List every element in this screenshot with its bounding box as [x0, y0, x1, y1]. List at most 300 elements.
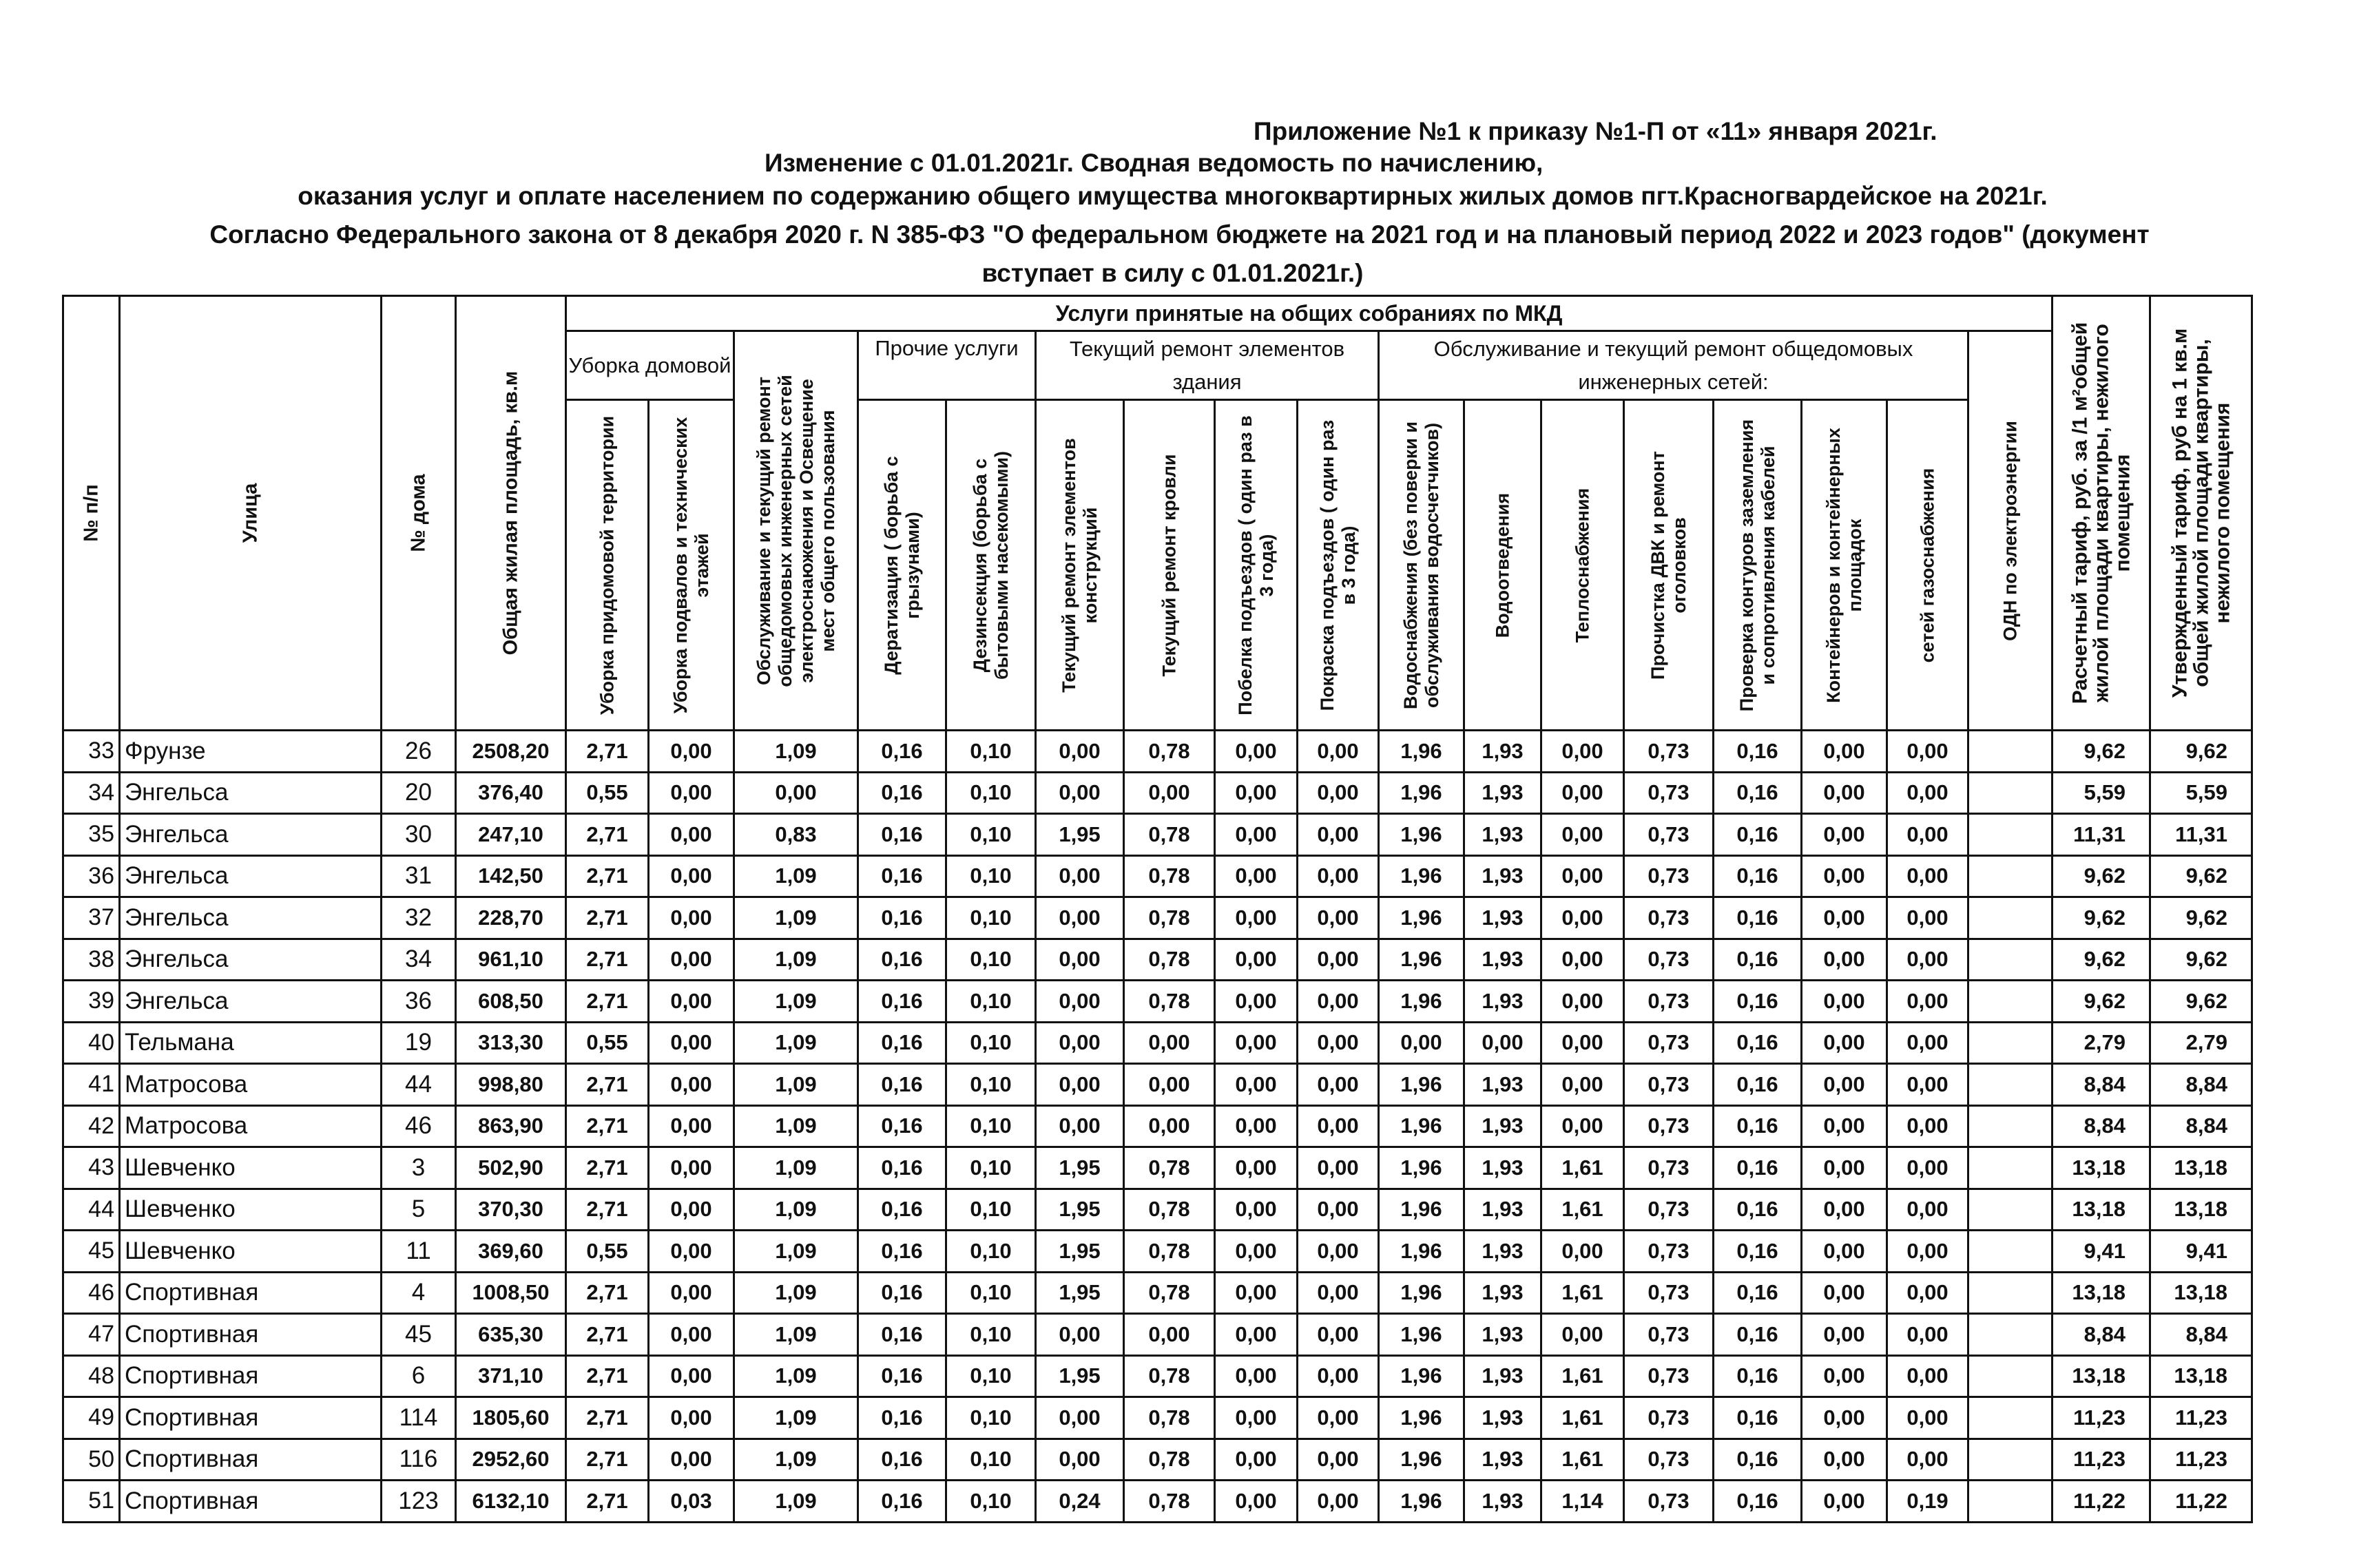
cell-drainage: 1,93	[1464, 1189, 1541, 1231]
header-line-annex: Приложение №1 к приказу №1-П от «11» января 2021г.	[1254, 117, 1937, 145]
cell-odn	[1968, 1355, 2053, 1397]
cell-disinsection: 0,10	[946, 1022, 1036, 1064]
cell-territory: 2,71	[566, 1189, 649, 1231]
cell-chimney: 0,73	[1624, 772, 1714, 814]
cell-water: 1,96	[1379, 939, 1464, 981]
cell-territory: 2,71	[566, 1355, 649, 1397]
cell-house: 30	[382, 814, 456, 856]
cell-street: Шевченко	[120, 1189, 382, 1231]
cell-num: 35	[63, 814, 120, 856]
cell-water: 1,96	[1379, 1355, 1464, 1397]
table-row	[63, 1189, 2252, 1231]
cell-deratization: 0,16	[858, 1022, 946, 1064]
cell-num: 50	[63, 1439, 120, 1481]
cell-disinsection: 0,10	[946, 855, 1036, 897]
cell-deratization: 0,16	[858, 1314, 946, 1356]
col-header-approved-tariff: Утвержденный тариф, руб на 1 кв.м общей жилой площади квартиры, нежилого помещения	[2150, 296, 2252, 731]
table-row	[63, 1397, 2252, 1439]
cell-street: Энгельса	[120, 981, 382, 1023]
cell-structures: 0,24	[1036, 1481, 1124, 1523]
cell-roof: 0,00	[1124, 1064, 1215, 1106]
cell-area: 863,90	[456, 1105, 566, 1147]
cell-chimney: 0,73	[1624, 1439, 1714, 1481]
cell-grounding: 0,16	[1714, 981, 1802, 1023]
cell-containers: 0,00	[1802, 731, 1887, 773]
cell-disinsection: 0,10	[946, 1439, 1036, 1481]
cell-basement: 0,00	[649, 1355, 734, 1397]
col-header-painting: Покраска подъездов ( один раз в 3 года)	[1298, 400, 1379, 731]
cell-structures: 0,00	[1036, 1105, 1124, 1147]
cell-disinsection: 0,10	[946, 1189, 1036, 1231]
cell-territory: 2,71	[566, 1397, 649, 1439]
cell-painting: 0,00	[1298, 1189, 1379, 1231]
col-header-gas: сетей газоснабжения	[1887, 400, 1968, 731]
cell-area: 1805,60	[456, 1397, 566, 1439]
cell-calc-tariff: 11,23	[2053, 1439, 2150, 1481]
cell-electric: 1,09	[734, 1439, 858, 1481]
cell-disinsection: 0,10	[946, 731, 1036, 773]
cell-heating: 0,00	[1541, 981, 1624, 1023]
cell-whitewash: 0,00	[1215, 1481, 1298, 1523]
cell-heating: 0,00	[1541, 1105, 1624, 1147]
cell-basement: 0,00	[649, 981, 734, 1023]
cell-territory: 2,71	[566, 939, 649, 981]
cell-calc-tariff: 8,84	[2053, 1064, 2150, 1106]
cell-electric: 1,09	[734, 1481, 858, 1523]
cell-street: Спортивная	[120, 1481, 382, 1523]
table-row	[63, 814, 2252, 856]
cell-whitewash: 0,00	[1215, 981, 1298, 1023]
cell-heating: 0,00	[1541, 1064, 1624, 1106]
cell-grounding: 0,16	[1714, 939, 1802, 981]
table-row	[63, 855, 2252, 897]
cell-painting: 0,00	[1298, 1022, 1379, 1064]
cell-area: 961,10	[456, 939, 566, 981]
cell-house: 123	[382, 1481, 456, 1523]
cell-drainage: 1,93	[1464, 855, 1541, 897]
cell-grounding: 0,16	[1714, 772, 1802, 814]
cell-house: 114	[382, 1397, 456, 1439]
cell-roof: 0,78	[1124, 939, 1215, 981]
cell-structures: 0,00	[1036, 1022, 1124, 1064]
cell-area: 608,50	[456, 981, 566, 1023]
cell-area: 228,70	[456, 897, 566, 939]
cell-calc-tariff: 13,18	[2053, 1189, 2150, 1231]
cell-containers: 0,00	[1802, 1272, 1887, 1314]
cell-calc-tariff: 2,79	[2053, 1022, 2150, 1064]
cell-house: 5	[382, 1189, 456, 1231]
cell-grounding: 0,16	[1714, 1189, 1802, 1231]
cell-chimney: 0,73	[1624, 939, 1714, 981]
cell-area: 998,80	[456, 1064, 566, 1106]
cell-gas: 0,00	[1887, 1355, 1968, 1397]
cell-containers: 0,00	[1802, 1481, 1887, 1523]
cell-water: 1,96	[1379, 1272, 1464, 1314]
cell-street: Спортивная	[120, 1314, 382, 1356]
cell-calc-tariff: 9,62	[2053, 981, 2150, 1023]
cell-electric: 1,09	[734, 1147, 858, 1189]
cell-approved-tariff: 11,23	[2150, 1397, 2252, 1439]
cell-chimney: 0,73	[1624, 1397, 1714, 1439]
cell-water: 1,96	[1379, 731, 1464, 773]
cell-house: 4	[382, 1272, 456, 1314]
cell-gas: 0,00	[1887, 1105, 1968, 1147]
cell-deratization: 0,16	[858, 1147, 946, 1189]
cell-house: 26	[382, 731, 456, 773]
cell-water: 1,96	[1379, 1314, 1464, 1356]
cell-area: 502,90	[456, 1147, 566, 1189]
cell-whitewash: 0,00	[1215, 1022, 1298, 1064]
cell-whitewash: 0,00	[1215, 1272, 1298, 1314]
cell-drainage: 1,93	[1464, 1397, 1541, 1439]
cell-disinsection: 0,10	[946, 939, 1036, 981]
cell-heating: 0,00	[1541, 731, 1624, 773]
cell-containers: 0,00	[1802, 981, 1887, 1023]
col-header-num: № п/п	[63, 296, 120, 731]
cell-structures: 0,00	[1036, 731, 1124, 773]
cell-chimney: 0,73	[1624, 981, 1714, 1023]
cell-drainage: 1,93	[1464, 814, 1541, 856]
cell-house: 45	[382, 1314, 456, 1356]
col-header-heating: Теплоснабжения	[1541, 400, 1624, 731]
cell-territory: 2,71	[566, 1314, 649, 1356]
cell-chimney: 0,73	[1624, 731, 1714, 773]
cell-whitewash: 0,00	[1215, 1231, 1298, 1273]
cell-odn	[1968, 897, 2053, 939]
table-row	[63, 1355, 2252, 1397]
cell-deratization: 0,16	[858, 1355, 946, 1397]
cell-grounding: 0,16	[1714, 897, 1802, 939]
cell-territory: 2,71	[566, 731, 649, 773]
cell-gas: 0,00	[1887, 1022, 1968, 1064]
cell-num: 45	[63, 1231, 120, 1273]
col-header-roof: Текущий ремонт кровли	[1124, 400, 1215, 731]
cell-water: 1,96	[1379, 1231, 1464, 1273]
cell-house: 46	[382, 1105, 456, 1147]
cell-disinsection: 0,10	[946, 1355, 1036, 1397]
cell-approved-tariff: 11,23	[2150, 1439, 2252, 1481]
cell-street: Тельмана	[120, 1022, 382, 1064]
cell-drainage: 1,93	[1464, 897, 1541, 939]
cell-odn	[1968, 1105, 2053, 1147]
cell-gas: 0,00	[1887, 1231, 1968, 1273]
cell-electric: 1,09	[734, 1231, 858, 1273]
col-header-area: Общая жилая площадь, кв.м	[456, 296, 566, 731]
cell-heating: 1,61	[1541, 1147, 1624, 1189]
cell-chimney: 0,73	[1624, 1272, 1714, 1314]
cell-gas: 0,00	[1887, 939, 1968, 981]
cell-whitewash: 0,00	[1215, 1397, 1298, 1439]
cell-containers: 0,00	[1802, 1314, 1887, 1356]
cell-territory: 0,55	[566, 772, 649, 814]
cell-water: 1,96	[1379, 1147, 1464, 1189]
cell-odn	[1968, 855, 2053, 897]
cell-electric: 1,09	[734, 981, 858, 1023]
cell-area: 313,30	[456, 1022, 566, 1064]
cell-structures: 0,00	[1036, 1064, 1124, 1106]
cell-deratization: 0,16	[858, 855, 946, 897]
cell-drainage: 1,93	[1464, 1272, 1541, 1314]
cell-water: 1,96	[1379, 981, 1464, 1023]
cell-water: 1,96	[1379, 1189, 1464, 1231]
cell-num: 34	[63, 772, 120, 814]
cell-street: Спортивная	[120, 1355, 382, 1397]
cell-basement: 0,00	[649, 1231, 734, 1273]
cell-water: 1,96	[1379, 1481, 1464, 1523]
cell-street: Энгельса	[120, 939, 382, 981]
table-row	[63, 1231, 2252, 1273]
cell-electric: 1,09	[734, 1397, 858, 1439]
cell-disinsection: 0,10	[946, 772, 1036, 814]
cell-calc-tariff: 9,62	[2053, 855, 2150, 897]
cell-containers: 0,00	[1802, 1439, 1887, 1481]
cell-drainage: 1,93	[1464, 772, 1541, 814]
cell-gas: 0,00	[1887, 897, 1968, 939]
cell-territory: 2,71	[566, 1439, 649, 1481]
cell-drainage: 1,93	[1464, 939, 1541, 981]
cell-grounding: 0,16	[1714, 1439, 1802, 1481]
cell-approved-tariff: 2,79	[2150, 1022, 2252, 1064]
cell-water: 1,96	[1379, 1105, 1464, 1147]
cell-painting: 0,00	[1298, 1481, 1379, 1523]
cell-drainage: 1,93	[1464, 1105, 1541, 1147]
col-header-calc-tariff: Расчетный тариф, руб. за /1 м²общей жилой площади квартиры, нежилого помещения	[2053, 296, 2150, 731]
cell-odn	[1968, 1272, 2053, 1314]
cell-odn	[1968, 814, 2053, 856]
cell-gas: 0,00	[1887, 1147, 1968, 1189]
cell-roof: 0,78	[1124, 1272, 1215, 1314]
cell-num: 39	[63, 981, 120, 1023]
tariff-table	[62, 295, 2253, 1523]
cell-deratization: 0,16	[858, 1481, 946, 1523]
cell-calc-tariff: 13,18	[2053, 1355, 2150, 1397]
cell-basement: 0,00	[649, 1272, 734, 1314]
col-header-grounding: Проверка контуров заземления и сопротивления кабелей	[1714, 400, 1802, 731]
cell-basement: 0,00	[649, 1064, 734, 1106]
table-row	[63, 981, 2252, 1023]
cell-odn	[1968, 939, 2053, 981]
cell-num: 42	[63, 1105, 120, 1147]
table-row	[63, 1272, 2252, 1314]
cell-num: 48	[63, 1355, 120, 1397]
cell-containers: 0,00	[1802, 1022, 1887, 1064]
cell-house: 44	[382, 1064, 456, 1106]
cell-approved-tariff: 8,84	[2150, 1105, 2252, 1147]
cell-drainage: 0,00	[1464, 1022, 1541, 1064]
cell-calc-tariff: 9,62	[2053, 731, 2150, 773]
cell-area: 142,50	[456, 855, 566, 897]
cell-whitewash: 0,00	[1215, 772, 1298, 814]
cell-grounding: 0,16	[1714, 1355, 1802, 1397]
cell-water: 0,00	[1379, 1022, 1464, 1064]
cell-deratization: 0,16	[858, 1272, 946, 1314]
cell-num: 49	[63, 1397, 120, 1439]
cell-roof: 0,00	[1124, 1105, 1215, 1147]
table-row	[63, 1105, 2252, 1147]
cell-approved-tariff: 9,62	[2150, 939, 2252, 981]
cell-water: 1,96	[1379, 1439, 1464, 1481]
cell-drainage: 1,93	[1464, 1314, 1541, 1356]
cell-grounding: 0,16	[1714, 1105, 1802, 1147]
cell-odn	[1968, 1314, 2053, 1356]
col-header-deratization: Дератизация ( борьба с грызунами)	[858, 400, 946, 731]
cell-basement: 0,00	[649, 772, 734, 814]
cell-deratization: 0,16	[858, 1231, 946, 1273]
cell-area: 635,30	[456, 1314, 566, 1356]
cell-whitewash: 0,00	[1215, 1355, 1298, 1397]
cell-heating: 1,61	[1541, 1397, 1624, 1439]
group-header-network: Обслуживание и текущий ремонт общедомовых инженерных сетей:	[1379, 331, 1968, 400]
cell-gas: 0,00	[1887, 1064, 1968, 1106]
cell-territory: 2,71	[566, 1064, 649, 1106]
cell-disinsection: 0,10	[946, 1272, 1036, 1314]
cell-painting: 0,00	[1298, 772, 1379, 814]
cell-painting: 0,00	[1298, 1064, 1379, 1106]
cell-num: 47	[63, 1314, 120, 1356]
cell-heating: 0,00	[1541, 1231, 1624, 1273]
cell-structures: 0,00	[1036, 939, 1124, 981]
cell-chimney: 0,73	[1624, 1231, 1714, 1273]
cell-grounding: 0,16	[1714, 1397, 1802, 1439]
cell-whitewash: 0,00	[1215, 897, 1298, 939]
cell-disinsection: 0,10	[946, 1481, 1036, 1523]
col-header-whitewash: Побелка подъездов ( один раз в 3 года)	[1215, 400, 1298, 731]
cell-odn	[1968, 772, 2053, 814]
table-row	[63, 1314, 2252, 1356]
cell-odn	[1968, 1231, 2053, 1273]
cell-num: 40	[63, 1022, 120, 1064]
cell-basement: 0,00	[649, 855, 734, 897]
header-line-change: Изменение с 01.01.2021г. Сводная ведомость по начислению,	[765, 149, 1544, 177]
cell-calc-tariff: 9,41	[2053, 1231, 2150, 1273]
cell-structures: 1,95	[1036, 1189, 1124, 1231]
cell-whitewash: 0,00	[1215, 1105, 1298, 1147]
cell-basement: 0,03	[649, 1481, 734, 1523]
cell-gas: 0,19	[1887, 1481, 1968, 1523]
cell-drainage: 1,93	[1464, 1439, 1541, 1481]
cell-containers: 0,00	[1802, 897, 1887, 939]
cell-painting: 0,00	[1298, 1272, 1379, 1314]
cell-basement: 0,00	[649, 731, 734, 773]
cell-electric: 1,09	[734, 1105, 858, 1147]
cell-disinsection: 0,10	[946, 897, 1036, 939]
cell-num: 37	[63, 897, 120, 939]
cell-painting: 0,00	[1298, 1231, 1379, 1273]
cell-whitewash: 0,00	[1215, 855, 1298, 897]
cell-heating: 1,61	[1541, 1355, 1624, 1397]
cell-containers: 0,00	[1802, 1147, 1887, 1189]
cell-odn	[1968, 1064, 2053, 1106]
cell-structures: 0,00	[1036, 897, 1124, 939]
cell-odn	[1968, 1189, 2053, 1231]
cell-whitewash: 0,00	[1215, 1064, 1298, 1106]
cell-gas: 0,00	[1887, 1397, 1968, 1439]
cell-chimney: 0,73	[1624, 1022, 1714, 1064]
cell-approved-tariff: 13,18	[2150, 1147, 2252, 1189]
cell-basement: 0,00	[649, 939, 734, 981]
cell-chimney: 0,73	[1624, 1314, 1714, 1356]
cell-roof: 0,00	[1124, 772, 1215, 814]
cell-num: 51	[63, 1481, 120, 1523]
cell-street: Матросова	[120, 1064, 382, 1106]
cell-structures: 0,00	[1036, 772, 1124, 814]
cell-electric: 1,09	[734, 939, 858, 981]
header-line-effective: вступает в силу с 01.01.2021г.)	[981, 259, 1364, 287]
table-row	[63, 1064, 2252, 1106]
cell-whitewash: 0,00	[1215, 1147, 1298, 1189]
cell-roof: 0,78	[1124, 1231, 1215, 1273]
cell-house: 20	[382, 772, 456, 814]
cell-heating: 0,00	[1541, 772, 1624, 814]
cell-approved-tariff: 13,18	[2150, 1189, 2252, 1231]
cell-heating: 1,14	[1541, 1481, 1624, 1523]
cell-heating: 0,00	[1541, 939, 1624, 981]
cell-chimney: 0,73	[1624, 1064, 1714, 1106]
cell-heating: 1,61	[1541, 1439, 1624, 1481]
cell-electric: 0,00	[734, 772, 858, 814]
cell-disinsection: 0,10	[946, 1064, 1036, 1106]
cell-house: 31	[382, 855, 456, 897]
cell-chimney: 0,73	[1624, 1189, 1714, 1231]
cell-containers: 0,00	[1802, 1064, 1887, 1106]
cell-whitewash: 0,00	[1215, 731, 1298, 773]
table-row	[63, 772, 2252, 814]
cell-num: 36	[63, 855, 120, 897]
cell-chimney: 0,73	[1624, 1481, 1714, 1523]
cell-whitewash: 0,00	[1215, 939, 1298, 981]
cell-roof: 0,78	[1124, 855, 1215, 897]
cell-grounding: 0,16	[1714, 1481, 1802, 1523]
cell-street: Матросова	[120, 1105, 382, 1147]
cell-street: Спортивная	[120, 1272, 382, 1314]
cell-disinsection: 0,10	[946, 1314, 1036, 1356]
cell-num: 38	[63, 939, 120, 981]
cell-structures: 0,00	[1036, 1439, 1124, 1481]
cell-roof: 0,78	[1124, 897, 1215, 939]
cell-water: 1,96	[1379, 814, 1464, 856]
col-header-chimney: Прочистка ДВК и ремонт оголовков	[1624, 400, 1714, 731]
cell-calc-tariff: 9,62	[2053, 939, 2150, 981]
col-header-street: Улица	[120, 296, 382, 731]
cell-approved-tariff: 11,31	[2150, 814, 2252, 856]
cell-structures: 1,95	[1036, 1355, 1124, 1397]
cell-roof: 0,78	[1124, 1355, 1215, 1397]
cell-roof: 0,78	[1124, 1397, 1215, 1439]
cell-disinsection: 0,10	[946, 814, 1036, 856]
cell-deratization: 0,16	[858, 1189, 946, 1231]
cell-deratization: 0,16	[858, 772, 946, 814]
cell-electric: 0,83	[734, 814, 858, 856]
cell-grounding: 0,16	[1714, 1064, 1802, 1106]
cell-gas: 0,00	[1887, 731, 1968, 773]
cell-calc-tariff: 5,59	[2053, 772, 2150, 814]
cell-electric: 1,09	[734, 855, 858, 897]
cell-territory: 2,71	[566, 981, 649, 1023]
cell-heating: 0,00	[1541, 1314, 1624, 1356]
cell-painting: 0,00	[1298, 1105, 1379, 1147]
cell-deratization: 0,16	[858, 1105, 946, 1147]
cell-odn	[1968, 1439, 2053, 1481]
cell-gas: 0,00	[1887, 814, 1968, 856]
cell-grounding: 0,16	[1714, 1022, 1802, 1064]
cell-deratization: 0,16	[858, 939, 946, 981]
cell-area: 369,60	[456, 1231, 566, 1273]
cell-street: Фрунзе	[120, 731, 382, 773]
cell-grounding: 0,16	[1714, 1231, 1802, 1273]
col-header-water: Водоснабжения (без поверки и обслуживания водосчетчиков)	[1379, 400, 1464, 731]
cell-containers: 0,00	[1802, 1231, 1887, 1273]
cell-drainage: 1,93	[1464, 1481, 1541, 1523]
